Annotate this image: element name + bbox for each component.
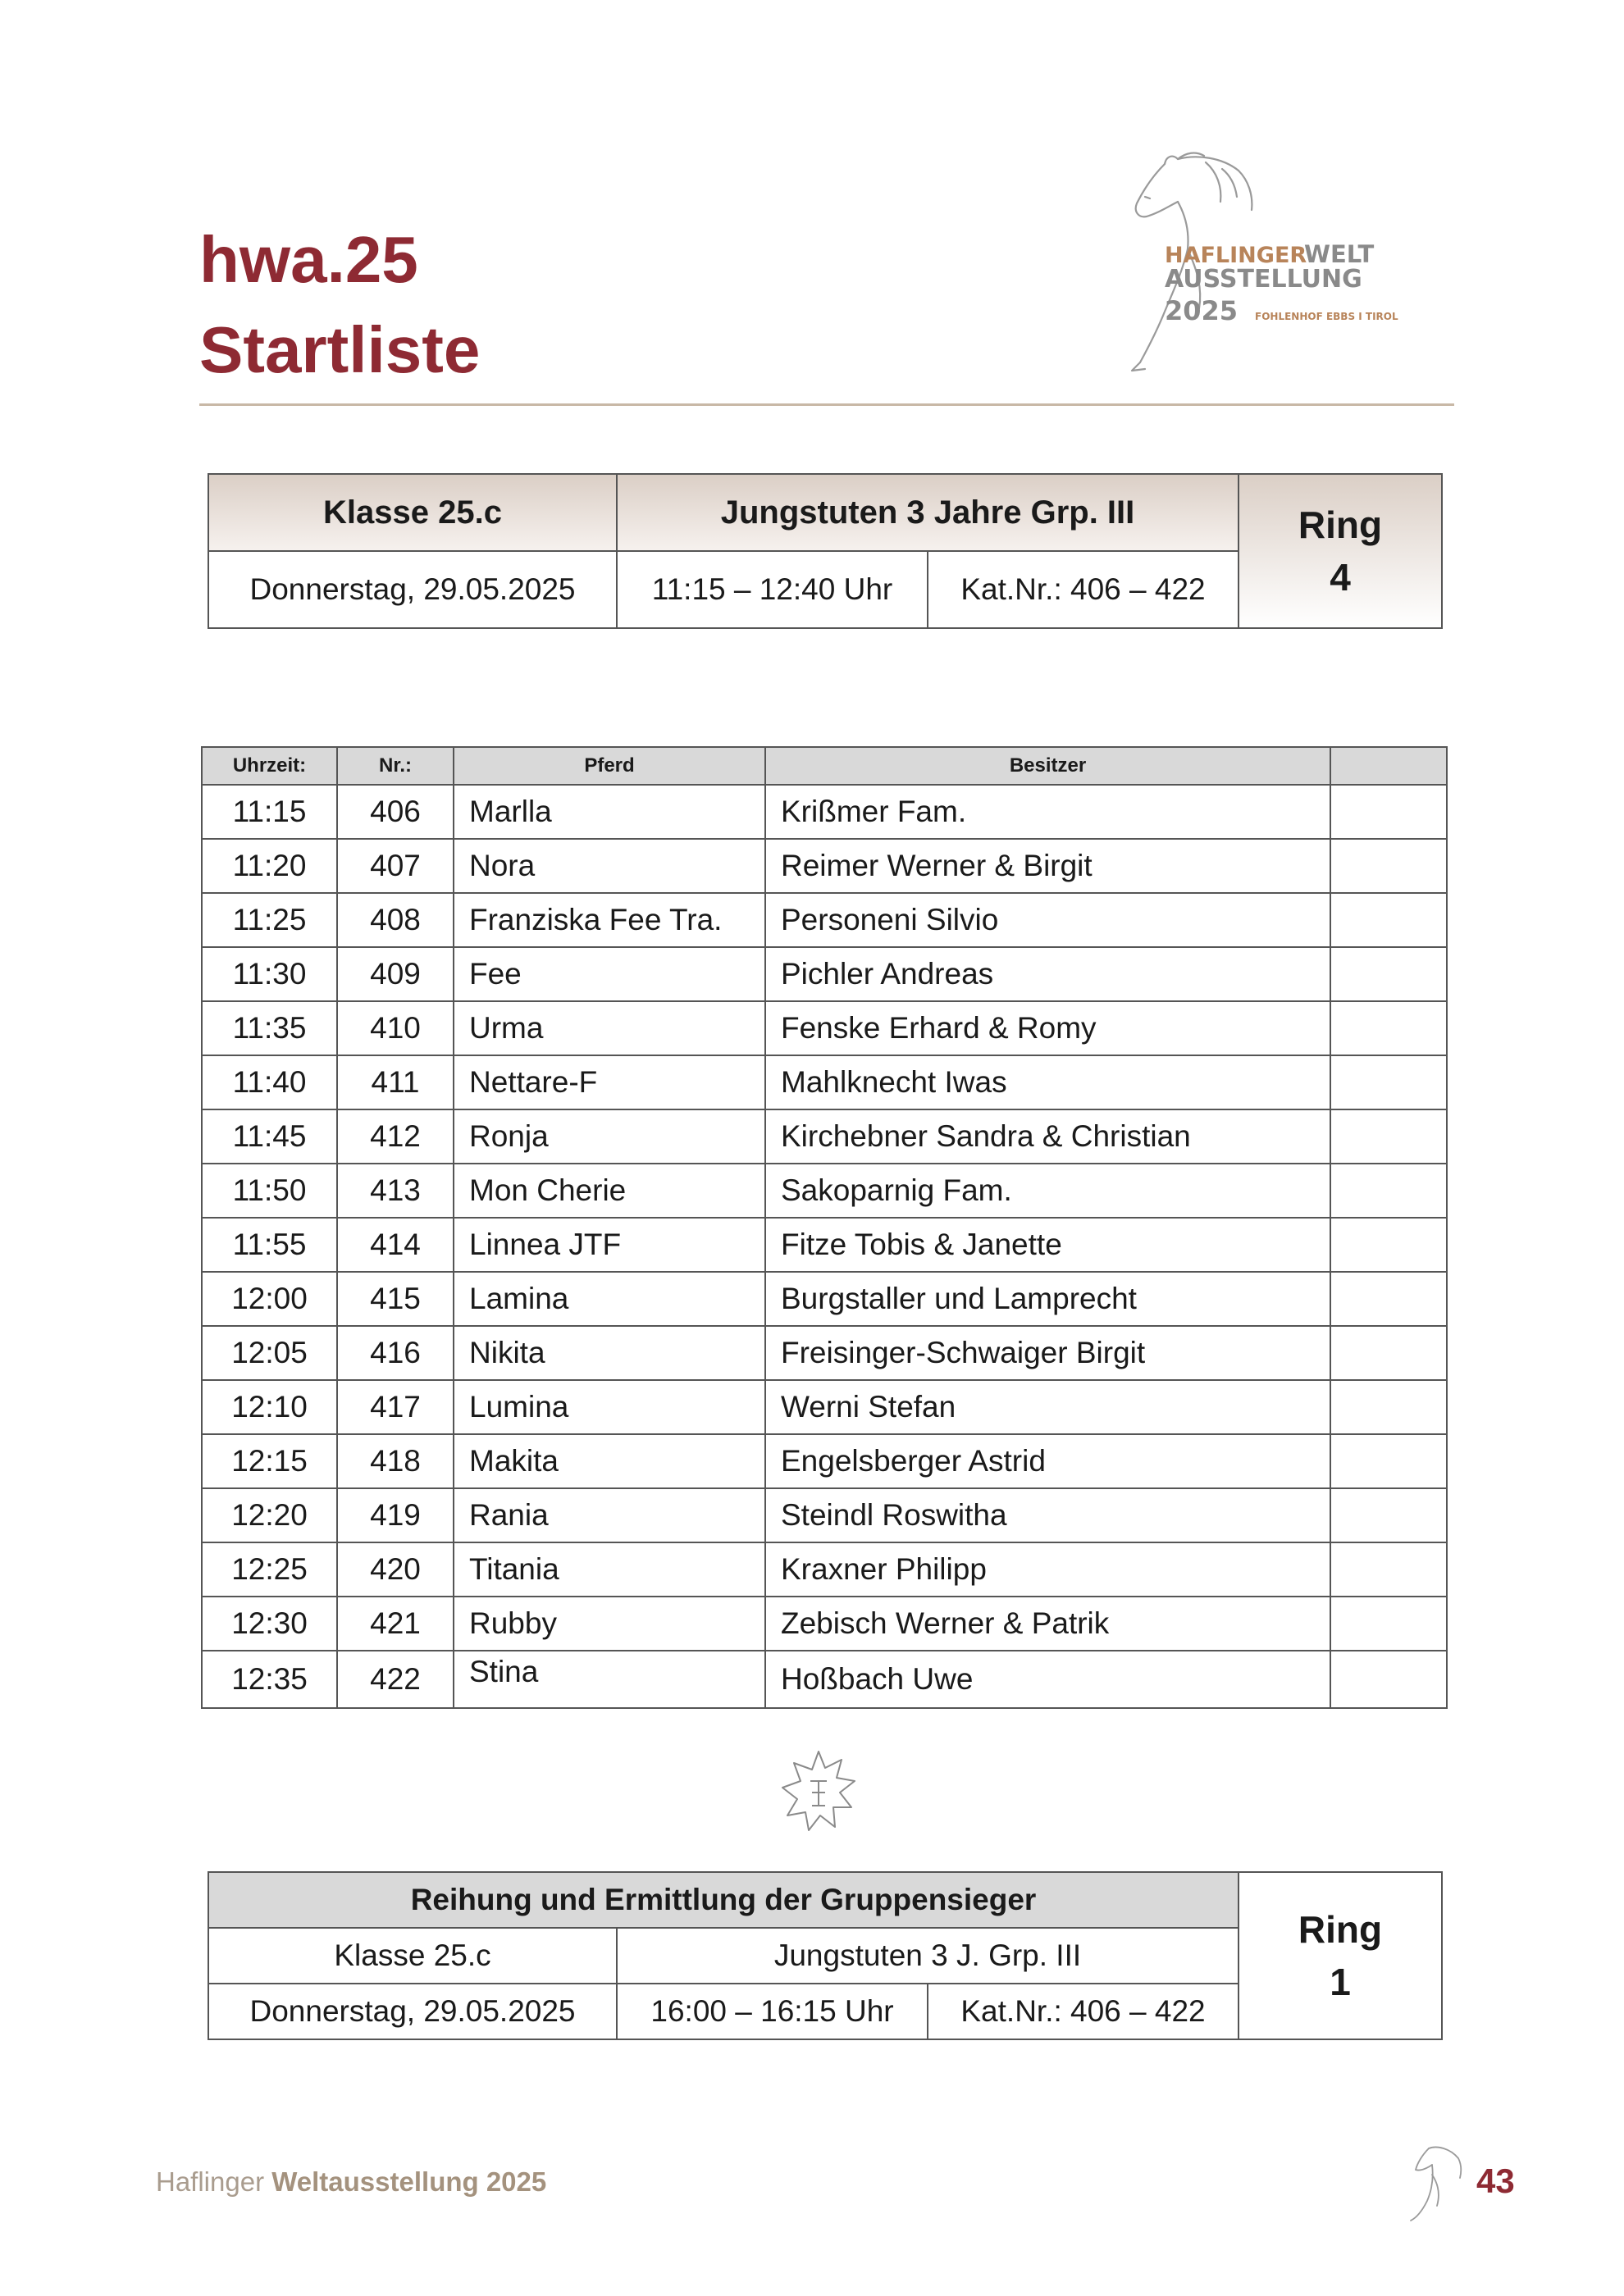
start-list-body xyxy=(202,785,1447,1708)
class-time: 11:15 – 12:40 Uhr xyxy=(617,551,928,628)
cell-owner: Krißmer Fam. xyxy=(765,785,1330,839)
ring-indicator xyxy=(1239,474,1442,628)
header-time: Uhrzeit: xyxy=(202,747,337,785)
cell-time: 12:00 xyxy=(202,1272,337,1326)
cell-number: 413 xyxy=(337,1164,454,1218)
ring-number: 4 xyxy=(1330,556,1351,599)
class-date: Donnerstag, 29.05.2025 xyxy=(208,551,617,628)
cell-time: 11:45 xyxy=(202,1109,337,1164)
cell-number: 415 xyxy=(337,1272,454,1326)
cell-owner: Sakoparnig Fam. xyxy=(765,1164,1330,1218)
logo-place: FOHLENHOF EBBS I TIROL xyxy=(1255,311,1398,322)
cell-blank xyxy=(1330,1272,1447,1326)
table-row xyxy=(202,1434,1447,1488)
cell-horse: Mon Cherie xyxy=(454,1164,765,1218)
footer-horse-icon xyxy=(1404,2142,1470,2224)
cell-number: 412 xyxy=(337,1109,454,1164)
cell-blank xyxy=(1330,1651,1447,1708)
cell-owner: Reimer Werner & Birgit xyxy=(765,839,1330,893)
table-row xyxy=(202,1597,1447,1651)
group-time: 16:00 – 16:15 Uhr xyxy=(617,1984,928,2039)
cell-owner: Burgstaller und Lamprecht xyxy=(765,1272,1330,1326)
group-heading: Reihung und Ermittlung der Gruppensieger xyxy=(208,1872,1239,1928)
cell-number: 411 xyxy=(337,1055,454,1109)
cell-number: 407 xyxy=(337,839,454,893)
page-title xyxy=(199,215,480,395)
cell-number: 419 xyxy=(337,1488,454,1542)
cell-time: 11:35 xyxy=(202,1001,337,1055)
cell-number: 422 xyxy=(337,1651,454,1708)
cell-horse: Nikita xyxy=(454,1326,765,1380)
cell-time: 12:05 xyxy=(202,1326,337,1380)
cell-blank xyxy=(1330,1218,1447,1272)
haflinger-logo xyxy=(1107,148,1460,394)
cell-time: 12:20 xyxy=(202,1488,337,1542)
cell-blank xyxy=(1330,947,1447,1001)
cell-number: 417 xyxy=(337,1380,454,1434)
cell-blank xyxy=(1330,1488,1447,1542)
table-row xyxy=(202,1488,1447,1542)
table-row xyxy=(202,1272,1447,1326)
logo-brand-2: WELT xyxy=(1304,240,1375,268)
cell-blank xyxy=(1330,1597,1447,1651)
table-row xyxy=(202,1001,1447,1055)
table-row xyxy=(202,1109,1447,1164)
cell-blank xyxy=(1330,1109,1447,1164)
group-info-box xyxy=(208,1871,1443,2040)
table-header-row xyxy=(202,747,1447,785)
start-list-table xyxy=(201,746,1448,1709)
cell-time: 12:30 xyxy=(202,1597,337,1651)
cell-blank xyxy=(1330,1326,1447,1380)
table-row xyxy=(202,1164,1447,1218)
table-row xyxy=(202,1055,1447,1109)
cell-time: 11:15 xyxy=(202,785,337,839)
cell-horse: Stina xyxy=(454,1651,765,1708)
group-kat: Kat.Nr.: 406 – 422 xyxy=(928,1984,1239,2039)
cell-horse: Nora xyxy=(454,839,765,893)
cell-horse: Fee xyxy=(454,947,765,1001)
cell-number: 409 xyxy=(337,947,454,1001)
table-row xyxy=(202,839,1447,893)
cell-horse: Rania xyxy=(454,1488,765,1542)
cell-time: 12:35 xyxy=(202,1651,337,1708)
title-line-1: hwa.25 xyxy=(199,223,418,296)
cell-owner: Mahlknecht Iwas xyxy=(765,1055,1330,1109)
ring-label: Ring xyxy=(1298,503,1383,546)
cell-owner: Pichler Andreas xyxy=(765,947,1330,1001)
cell-horse: Titania xyxy=(454,1542,765,1597)
cell-owner: Steindl Roswitha xyxy=(765,1488,1330,1542)
table-row xyxy=(202,1542,1447,1597)
cell-owner: Personeni Silvio xyxy=(765,893,1330,947)
table-row xyxy=(202,947,1447,1001)
cell-horse: Franziska Fee Tra. xyxy=(454,893,765,947)
cell-number: 414 xyxy=(337,1218,454,1272)
group-class: Klasse 25.c xyxy=(208,1928,617,1984)
cell-time: 11:55 xyxy=(202,1218,337,1272)
cell-number: 418 xyxy=(337,1434,454,1488)
footer-text xyxy=(156,2166,546,2198)
logo-line-2: AUSSTELLUNG xyxy=(1165,265,1362,294)
group-ring-indicator xyxy=(1239,1872,1442,2039)
cell-horse: Rubby xyxy=(454,1597,765,1651)
cell-blank xyxy=(1330,893,1447,947)
cell-blank xyxy=(1330,1542,1447,1597)
cell-blank xyxy=(1330,1164,1447,1218)
cell-horse: Urma xyxy=(454,1001,765,1055)
cell-blank xyxy=(1330,1434,1447,1488)
table-row xyxy=(202,1380,1447,1434)
header-horse: Pferd xyxy=(454,747,765,785)
cell-horse: Makita xyxy=(454,1434,765,1488)
header-blank xyxy=(1330,747,1447,785)
header-number: Nr.: xyxy=(337,747,454,785)
cell-number: 420 xyxy=(337,1542,454,1597)
cell-horse: Marlla xyxy=(454,785,765,839)
group-category: Jungstuten 3 J. Grp. III xyxy=(617,1928,1239,1984)
footer-bold: Weltausstellung 2025 xyxy=(271,2166,547,2197)
title-divider xyxy=(199,403,1454,406)
table-row xyxy=(202,1651,1447,1708)
group-ring-label: Ring xyxy=(1298,1908,1383,1951)
cell-time: 11:20 xyxy=(202,839,337,893)
cell-owner: Fitze Tobis & Janette xyxy=(765,1218,1330,1272)
class-number: Klasse 25.c xyxy=(208,474,617,551)
cell-owner: Zebisch Werner & Patrik xyxy=(765,1597,1330,1651)
cell-time: 12:15 xyxy=(202,1434,337,1488)
cell-owner: Fenske Erhard & Romy xyxy=(765,1001,1330,1055)
cell-time: 11:30 xyxy=(202,947,337,1001)
cell-horse: Linnea JTF xyxy=(454,1218,765,1272)
cell-time: 12:10 xyxy=(202,1380,337,1434)
logo-year: 2025 xyxy=(1165,295,1239,326)
table-row xyxy=(202,1326,1447,1380)
cell-number: 421 xyxy=(337,1597,454,1651)
cell-number: 410 xyxy=(337,1001,454,1055)
cell-owner: Kirchebner Sandra & Christian xyxy=(765,1109,1330,1164)
cell-time: 12:25 xyxy=(202,1542,337,1597)
class-category: Jungstuten 3 Jahre Grp. III xyxy=(617,474,1239,551)
edelweiss-emblem xyxy=(779,1748,858,1834)
cell-horse: Ronja xyxy=(454,1109,765,1164)
cell-time: 11:50 xyxy=(202,1164,337,1218)
table-row xyxy=(202,785,1447,839)
logo-brand-1: HAFLINGER xyxy=(1165,243,1307,268)
cell-time: 11:25 xyxy=(202,893,337,947)
group-date: Donnerstag, 29.05.2025 xyxy=(208,1984,617,2039)
group-ring-number: 1 xyxy=(1330,1961,1351,2003)
cell-blank xyxy=(1330,1380,1447,1434)
cell-horse: Lumina xyxy=(454,1380,765,1434)
cell-number: 408 xyxy=(337,893,454,947)
cell-blank xyxy=(1330,839,1447,893)
cell-blank xyxy=(1330,1001,1447,1055)
header-owner: Besitzer xyxy=(765,747,1330,785)
cell-blank xyxy=(1330,1055,1447,1109)
cell-blank xyxy=(1330,785,1447,839)
table-row xyxy=(202,1218,1447,1272)
cell-owner: Engelsberger Astrid xyxy=(765,1434,1330,1488)
page-number: 43 xyxy=(1476,2162,1515,2200)
class-kat: Kat.Nr.: 406 – 422 xyxy=(928,551,1239,628)
title-line-2: Startliste xyxy=(199,313,481,386)
footer-prefix: Haflinger xyxy=(156,2166,272,2197)
cell-owner: Freisinger-Schwaiger Birgit xyxy=(765,1326,1330,1380)
cell-horse: Nettare-F xyxy=(454,1055,765,1109)
cell-number: 406 xyxy=(337,785,454,839)
cell-horse: Lamina xyxy=(454,1272,765,1326)
cell-number: 416 xyxy=(337,1326,454,1380)
class-info-box xyxy=(208,473,1443,629)
cell-owner: Kraxner Philipp xyxy=(765,1542,1330,1597)
cell-owner: Werni Stefan xyxy=(765,1380,1330,1434)
cell-owner: Hoßbach Uwe xyxy=(765,1651,1330,1708)
cell-time: 11:40 xyxy=(202,1055,337,1109)
table-row xyxy=(202,893,1447,947)
